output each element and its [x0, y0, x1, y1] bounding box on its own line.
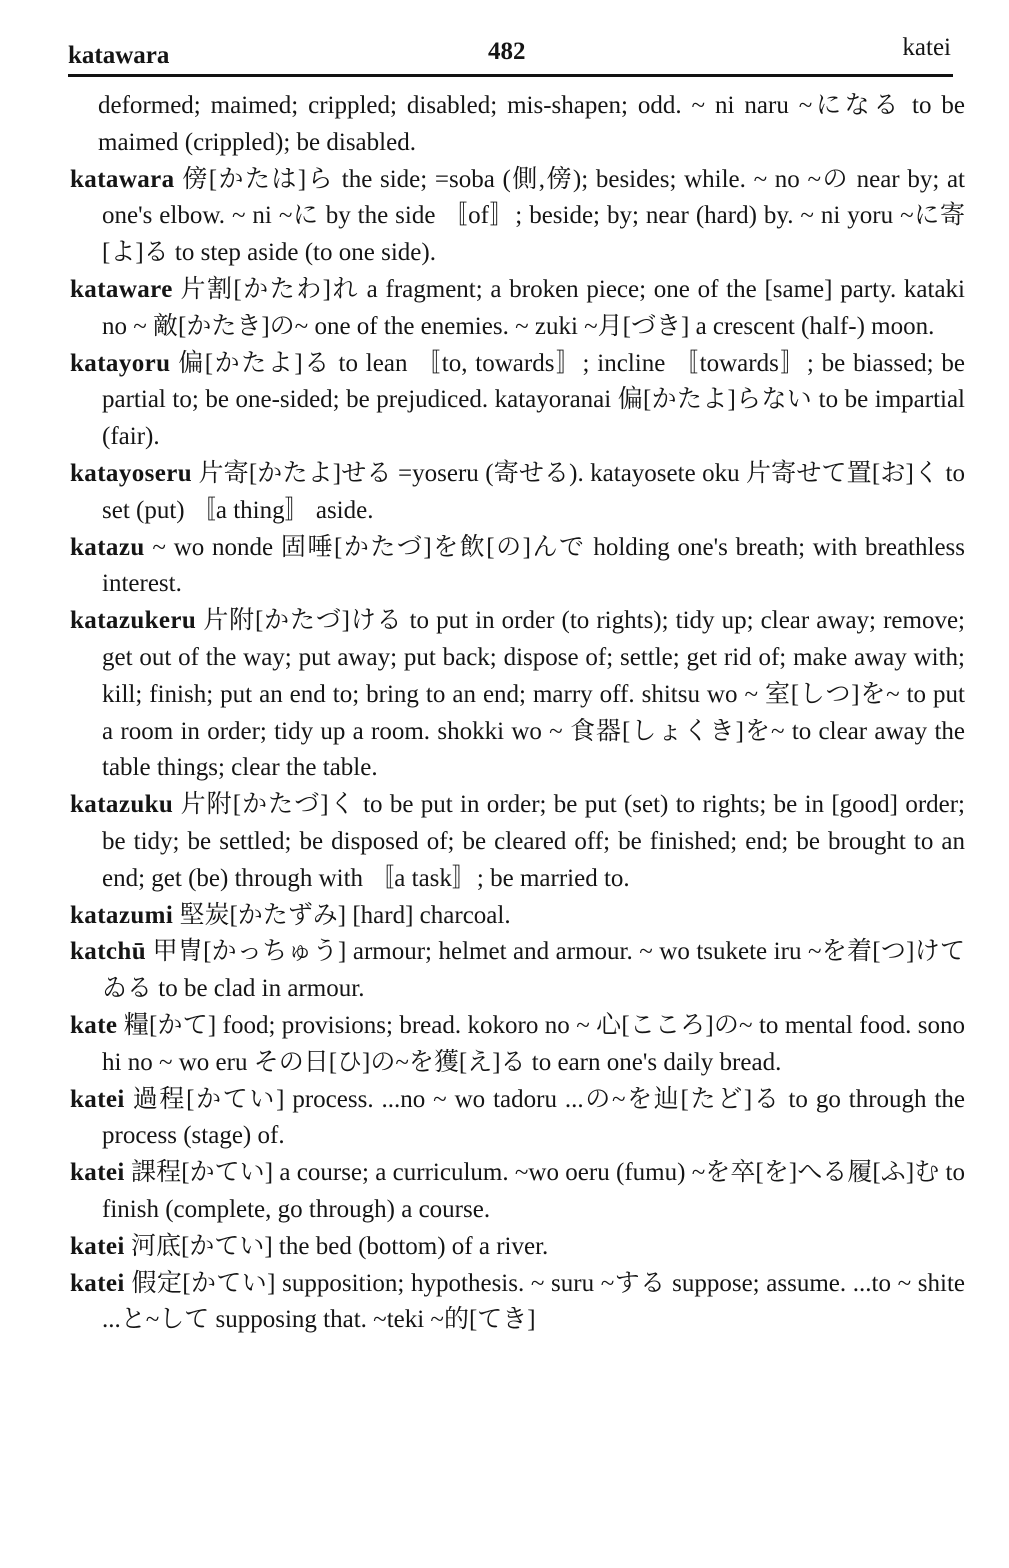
- dictionary-entry: [70, 1229, 965, 1266]
- entry-definition: 甲冑[かっちゅう] armour; helmet and armour. ~ wo tsukete iru ~を着[つ]けてゐる to be clad in armour.: [102, 938, 965, 1003]
- page-number: 482: [488, 38, 526, 65]
- entry-headword: katawara: [70, 165, 175, 193]
- entry-definition: 過程[かてい] process. ...no ~ wo tadoru ...の~を辿[たど]る to go through the process (stage) of.: [102, 1085, 966, 1150]
- dictionary-entry: [70, 456, 965, 530]
- entry-definition: 課程[かてい] a course; a curriculum. ~wo oeru (fumu) ~を卒[を]へる履[ふ]む to finish (complete, go through) a course.: [102, 1159, 965, 1223]
- entry-headword: katei: [70, 1159, 125, 1187]
- entry-headword: katazu: [70, 533, 145, 561]
- entry-headword: katei: [70, 1085, 125, 1113]
- entry-headword: kate: [70, 1011, 118, 1039]
- entry-definition: 片寄[かたよ]せる =yoseru (寄せる). katayosete oku 片寄せて置[お]く to set (put) 〚a thing〛 aside.: [102, 459, 966, 524]
- dictionary-entry: [70, 603, 965, 787]
- dictionary-entry: [70, 787, 965, 897]
- dictionary-entry: [70, 1082, 965, 1156]
- entry-definition: 糧[かて] food; provisions; bread. kokoro no ~ 心[こころ]の~ to mental food. sono hi no ~ wo eru その日[ひ]の~を獲[え]る to earn one's daily bread.: [102, 1011, 965, 1076]
- entry-definition: 河底[かてい] the bed (bottom) of a river.: [131, 1232, 549, 1260]
- entry-headword: katchū: [70, 938, 147, 966]
- entry-headword: katazumi: [70, 901, 174, 929]
- entry-headword: kataware: [70, 275, 173, 303]
- entry-headword: katazukeru: [70, 607, 197, 635]
- header-left-guideword: katawara: [68, 42, 170, 69]
- header-rule: [68, 74, 953, 77]
- dictionary-entry: [70, 934, 965, 1008]
- dictionary-entry: [70, 162, 965, 272]
- dictionary-entry: [70, 530, 965, 604]
- entry-definition: 片割[かたわ]れ a fragment; a broken piece; one of the [same] party. kataki no ~ 敵[かたき]の~ one of the enemies. ~ zuki ~月[づき] a crescent (half-) moon.: [102, 275, 966, 340]
- dictionary-entries: [70, 88, 965, 1339]
- entry-definition: 堅炭[かたずみ] [hard] charcoal.: [179, 901, 511, 929]
- entry-definition: 偏[かたよ]る to lean 〚to, towards〛; incline 〚towards〛; be biassed; be partial to; be one-sided; be prejudiced. katayoranai 偏[かたよ]らない to be impartial (fair).: [102, 349, 966, 451]
- dictionary-entry: [70, 272, 965, 346]
- entry-headword: katayoru: [70, 349, 171, 377]
- entry-definition: 假定[かてい] supposition; hypothesis. ~ suru ~する suppose; assume. ...to ~ shite ...と~して supposing that. ~teki ~的[てき]: [102, 1269, 965, 1334]
- entry-definition: 片附[かたづ]ける to put in order (to rights); tidy up; clear away; remove; get out of the way; put away; put back; dispose of; settle; get rid of; make away with; kill; finish; put an end to; bring to an end; marry off. shitsu wo ~ 室[しつ]を~ to put a room in order; tidy up a room. shokki wo ~ 食器[しょくき]を~ to clear away the table things; clear the table.: [102, 607, 965, 782]
- entry-headword: katazuku: [70, 791, 174, 819]
- entry-headword: katei: [70, 1269, 125, 1297]
- dictionary-entry: [70, 1155, 965, 1229]
- header-right-guideword: katei: [902, 34, 951, 61]
- page-header: [68, 34, 951, 74]
- dictionary-entry: [70, 1008, 965, 1082]
- entry-headword: katayoseru: [70, 459, 193, 487]
- dictionary-entry: [70, 346, 965, 456]
- dictionary-entry: [70, 1266, 965, 1340]
- entry-definition: 傍[かたは]ら the side; =soba (側,傍); besides; while. ~ no ~の near by; at one's elbow. ~ ni ~に by the side 〚of〛; beside; by; near (hard) by. ~ ni yoru ~に寄[よ]る to step aside (to one side).: [102, 165, 966, 267]
- entry-headword: katei: [70, 1232, 125, 1260]
- dictionary-entry-continued: [70, 88, 965, 162]
- entry-definition: 片附[かたづ]く to be put in order; be put (set) to rights; be in [good] order; be tidy; be settled; be disposed of; be cleared off; be finished; end; be brought to an end; get (be) through with 〚a task〛; be married to.: [102, 791, 966, 892]
- entry-definition: ~ wo nonde 固唾[かたづ]を飲[の]んで holding one's breath; with breathless interest.: [102, 533, 965, 598]
- dictionary-entry: [70, 898, 965, 935]
- entry-definition: deformed; maimed; crippled; disabled; mis-shapen; odd. ~ ni naru ~になる to be maimed (crippled); be disabled.: [98, 92, 965, 156]
